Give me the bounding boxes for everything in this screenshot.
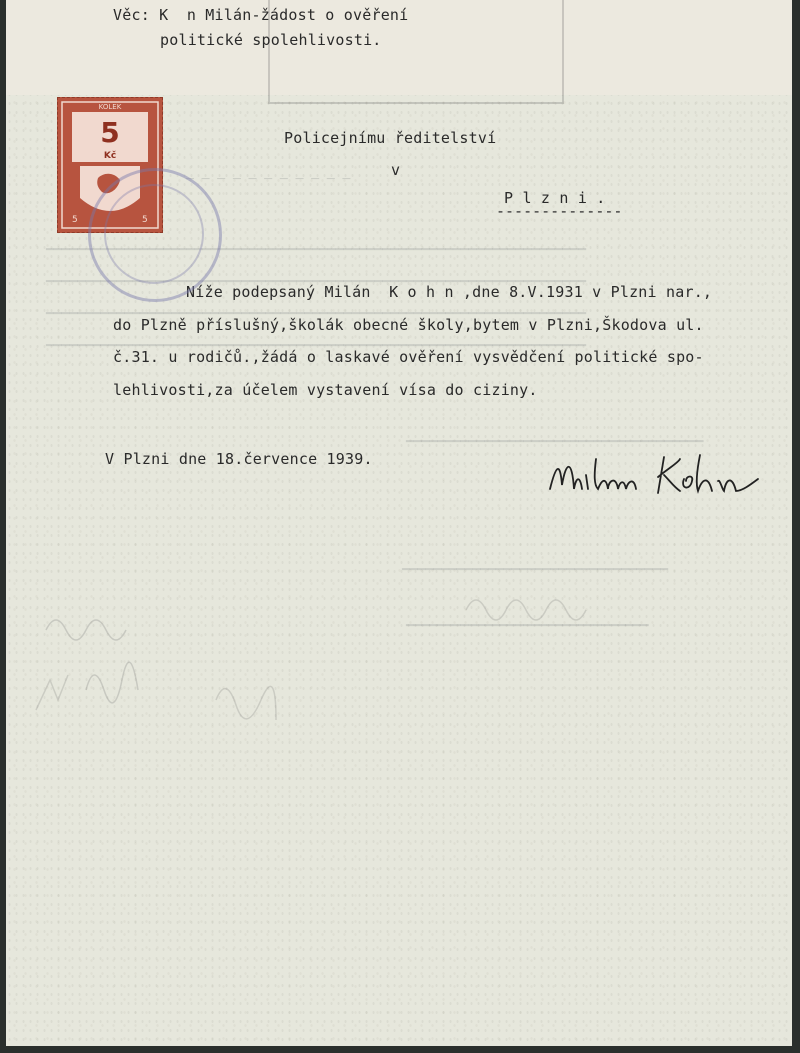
- bleed-through-text: ▁▁▁▁▁▁▁▁▁▁▁▁▁▁▁▁▁▁▁▁▁▁▁▁▁▁▁▁▁▁▁▁▁▁▁▁▁▁▁▁▁▁▁▁▁▁▁▁▁▁▁▁▁▁▁▁▁▁▁▁▁▁▁▁▁▁▁▁▁: [46, 236, 587, 251]
- handwritten-signature: [546, 445, 776, 505]
- body-line-1: Níže podepsaný Milán K o h n ,dne 8.V.1931 v Plzni nar.,: [186, 283, 713, 301]
- bleed-through-text: ▁▁▁▁▁▁▁▁▁▁▁▁▁▁▁▁▁▁▁▁▁▁▁▁▁▁▁▁▁▁▁▁▁▁▁▁▁▁▁▁▁▁▁▁▁▁▁▁▁▁▁▁▁▁▁▁▁▁▁▁▁▁▁▁▁▁▁▁▁: [46, 332, 587, 347]
- subject-line-2: politické spolehlivosti.: [160, 31, 382, 49]
- addressee-line-2: v: [391, 161, 401, 179]
- bleed-through-text: ▁▁▁▁▁▁▁▁▁▁▁▁▁▁▁▁▁▁▁▁▁▁▁▁▁▁▁▁▁▁▁▁▁▁▁▁▁▁▁▁▁▁▁▁▁▁▁▁▁▁▁▁▁▁▁▁▁▁▁▁▁▁▁▁▁▁▁▁▁: [46, 268, 587, 283]
- body-line-2: do Plzně příslušný,školák obecné školy,bytem v Plzni,Škodova ul.: [113, 316, 704, 334]
- subject-line-1: Věc: K n Milán-žádost o ověření: [113, 6, 409, 24]
- body-line-3: č.31. u rodičů.,žádá o laskavé ověření vysvědčení politické spo-: [113, 348, 704, 366]
- bleed-through-text: ▁▁▁▁▁▁▁▁▁▁▁▁▁▁▁▁▁▁▁▁▁▁▁▁▁▁▁▁▁▁▁: [406, 612, 649, 627]
- faint-pencil-notes: [456, 580, 706, 640]
- bleed-through-text: ▁▁▁▁▁▁▁▁▁▁▁▁▁▁▁▁▁▁▁▁▁▁▁▁▁▁▁▁▁▁▁▁▁▁: [402, 556, 669, 571]
- faint-pencil-notes: [26, 590, 326, 770]
- body-line-4: lehlivosti,za účelem vystavení vísa do ciziny.: [113, 381, 538, 399]
- svg-text:5: 5: [72, 215, 78, 225]
- svg-text:5: 5: [100, 116, 120, 149]
- bleed-through-text: ─ ─ ─ ─ ─ ─ ─ ─ ─ ─ ─: [186, 172, 351, 187]
- addressee-underline: --------------: [496, 202, 623, 220]
- addressee-line-1: Policejnímu ředitelství: [284, 129, 497, 147]
- addressee-line-3: P l z n i .: [504, 189, 606, 207]
- official-seal-inner-ring: [104, 184, 204, 284]
- svg-text:Kč: Kč: [103, 151, 117, 161]
- svg-text:KOLEK: KOLEK: [98, 103, 122, 111]
- bleed-through-text: ▁▁▁▁▁▁▁▁▁▁▁▁▁▁▁▁▁▁▁▁▁▁▁▁▁▁▁▁▁▁▁▁▁▁▁▁▁▁▁▁▁▁▁▁▁▁▁▁▁▁▁▁▁▁▁▁▁▁▁▁▁▁▁▁▁▁▁▁▁: [46, 300, 587, 315]
- date-line: V Plzni dne 18.července 1939.: [105, 450, 373, 468]
- bleed-through-text: ▁▁▁▁▁▁▁▁▁▁▁▁▁▁▁▁▁▁▁▁▁▁▁▁▁▁▁▁▁▁▁▁▁▁▁▁▁▁: [406, 428, 704, 443]
- svg-text:5: 5: [142, 215, 148, 225]
